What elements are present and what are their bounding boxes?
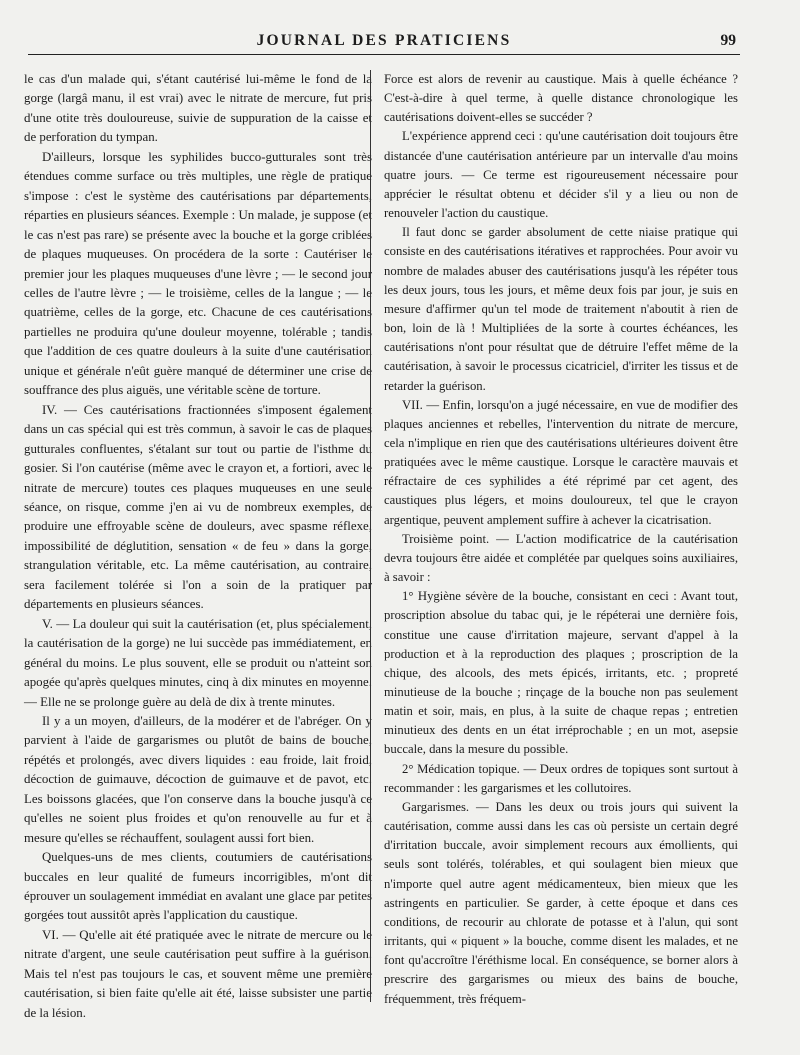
paragraph: 1° Hygiène sévère de la bouche, consistant en ceci : Avant tout, proscription absolue du tabac qui, je le répéterai une dernière fois, constitue une cause d'irritation majeure, servant d'appel à la production et à la reproduction des plaques ; proscription de la chique, des alcools, des mets épicés, irritants, etc. ; propreté minutieuse de la bouche ; rinçage de la bouche non pas seulement matin et soir, mais, en plus, à la suite de chaque repas ; entretien minutieux des dents en un état irréprochable ; en un mot, asepsie buccale, dans la mesure du possible. bbox=[384, 589, 738, 757]
paragraph: 2° Médication topique. — Deux ordres de topiques sont surtout à recommander : les gargarismes et les collutoires. bbox=[384, 761, 738, 795]
paragraph: L'expérience apprend ceci : qu'une cautérisation doit toujours être distancée d'une cautérisation antérieure par un intervalle d'au moins quatre jours. — Ce terme est rigoureusement nécessaire pour apprécier le résultat obtenu et décider s'il y a lieu ou non de renouveler l'action du caustique. bbox=[384, 129, 738, 221]
journal-title: JOURNAL DES PRATICIENS bbox=[256, 32, 512, 49]
paragraph: IV. — Ces cautérisations fractionnées s'imposent également dans un cas spécial qui est très commun, à savoir le cas de plaques gutturales confluentes, s'étalant sur tout ou partie de l'isthme du gosier. Si l'on cautérise (même avec le crayon et, a fortiori, avec le nitrate de mercure) toutes ces plaques muqueuses en une seule séance, on risque, comme j'en ai vu de nombreux exemples, de produire une effroyable scène de douleurs, avec spasme réflexe, impossibilité de déglutition, sensation « de feu » dans la gorge, strangulation véritable, etc. La même cautérisation, au contraire, sera facilement tolérée si l'on a soin de la pratiquer par départements en plusieurs séances. bbox=[24, 402, 372, 612]
paragraph: Il faut donc se garder absolument de cette niaise pratique qui consiste en des cautérisations itératives et rapprochées. Pour avoir vu nombre de malades abuser des cautérisations jusqu'à les répéter tous les deux jours, tous les jours, et même deux fois par jour, je suis en mesure d'affirmer qu'un tel mode de traitement n'aboutit à rien de bon, loin de là ! Multipliées de la sorte à courtes échéances, les cautérisations n'ont pour résultat que de détruire l'effet même de la cautérisation, à savoir le processus cicatriciel, d'irriter les tissus et de retarder la guérison. bbox=[384, 225, 738, 393]
column-divider bbox=[370, 70, 371, 1002]
right-column bbox=[384, 70, 738, 1009]
paragraph: Quelques-uns de mes clients, coutumiers de cautérisations buccales en leur qualité de fumeurs incorrigibles, m'ont dit éprouver un soulagement immédiat en avalant une glace par petites gorgées tout aussitôt après l'application du caustique. bbox=[24, 850, 372, 923]
paragraph: VI. — Qu'elle ait été pratiquée avec le nitrate de mercure ou le nitrate d'argent, une seule cautérisation peut suffire à la guérison. Mais tel n'est pas toujours le cas, et souvent même une première cautérisation, si bien faite qu'elle ait été, laisse subsister une partie de la lésion. bbox=[24, 927, 372, 1020]
left-column bbox=[24, 70, 372, 1023]
page-number: 99 bbox=[720, 32, 736, 49]
running-header bbox=[28, 30, 740, 55]
paragraph: D'ailleurs, lorsque les syphilides bucco-gutturales sont très étendues comme surface ou très multiples, une règle de pratique s'impose : c'est le système des cautérisations par départements, réparties en plusieurs séances. Exemple : Un malade, je suppose (et le cas n'est pas rare) se présente avec la bouche et la gorge criblées de plaques muqueuses. On procédera de la sorte : Cautériser le premier jour les plaques muqueuses d'une lèvre ; — le second jour celles de l'autre lèvre ; — le troisième, celles de la langue ; — le quatrième, celles de la gorge, etc. Chacune de ces cautérisations partielles ne produira qu'une douleur moyenne, tolérable ; tandis que l'addition de ces quatre douleurs à la suite d'une cautérisation unique et générale n'eût guère manqué de déterminer une crise de souffrance des plus aiguës, une véritable scène de torture. bbox=[24, 149, 372, 398]
paragraph: Il y a un moyen, d'ailleurs, de la modérer et de l'abréger. On y parvient à l'aide de gargarismes ou plutôt de bains de bouche, répétés et prolongés, avec divers liquides : eau froide, lait froid, décoction de guimauve, décoction de guimauve et de pavot, etc. Les boissons glacées, que l'on conserve dans la bouche jusqu'à ce qu'elles ne soient plus froides et qu'on renouvelle au fur et à mesure qu'elles se réchauffent, soulagent aussi fort bien. bbox=[24, 713, 372, 845]
paragraph: le cas d'un malade qui, s'étant cautérisé lui-même le fond de la gorge (largâ manu, il est vrai) avec le nitrate de mercure, fut pris d'une otite très douloureuse, suivie de suppuration de la caisse et de perforation du tympan. bbox=[24, 72, 372, 145]
paragraph: Force est alors de revenir au caustique. Mais à quelle échéance ? C'est-à-dire à quel terme, à quelle distance chronologique les cautérisations doivent-elles se succéder ? bbox=[384, 72, 738, 125]
paragraph: Gargarismes. — Dans les deux ou trois jours qui suivent la cautérisation, comme aussi dans les cas où persiste un certain degré d'irritation buccale, avoir simplement recours aux émollients, qui seuls sont tolérés, tolérables, et qui soulagent bien mieux que n'importe quel autre agent médicamenteux, bien mieux que les astringents en particulier. Se garder, à cette époque et dans ces conditions, de recourir au chlorate de potasse et à l'alun, qui sont irritants, qui « piquent » la bouche, comme disent les malades, et ne font qu'accroître l'éréthisme local. En conséquence, se borner alors à prescrire des gargarismes ou mieux des bains de bouche, fréquemment, très fréquem- bbox=[384, 799, 738, 1006]
paragraph: VII. — Enfin, lorsqu'on a jugé nécessaire, en vue de modifier des plaques anciennes et rebelles, l'intervention du nitrate de mercure, cela n'implique en rien que des cautérisations ultérieures doivent être pratiquées avec le même caustique. Lorsque le caractère mauvais et réfractaire de ces syphilides a été réprimé par cet agent, des caustiques plus légers, et moins douloureux, tel que le crayon argentique, peuvent amplement suffire à achever la cicatrisation. bbox=[384, 397, 738, 527]
paragraph: Troisième point. — L'action modificatrice de la cautérisation devra toujours être aidée et complétée par quelques soins auxiliaires, à savoir : bbox=[384, 531, 738, 585]
paragraph: V. — La douleur qui suit la cautérisation (et, plus spécialement, la cautérisation de la gorge) ne lui succède pas immédiatement, en général du moins. Le plus souvent, elle se produit ou n'atteint son apogée qu'après quelques minutes, cinq à dix minutes en moyenne.— Elle ne se prolonge guère au delà de dix à trente minutes. bbox=[24, 616, 372, 709]
